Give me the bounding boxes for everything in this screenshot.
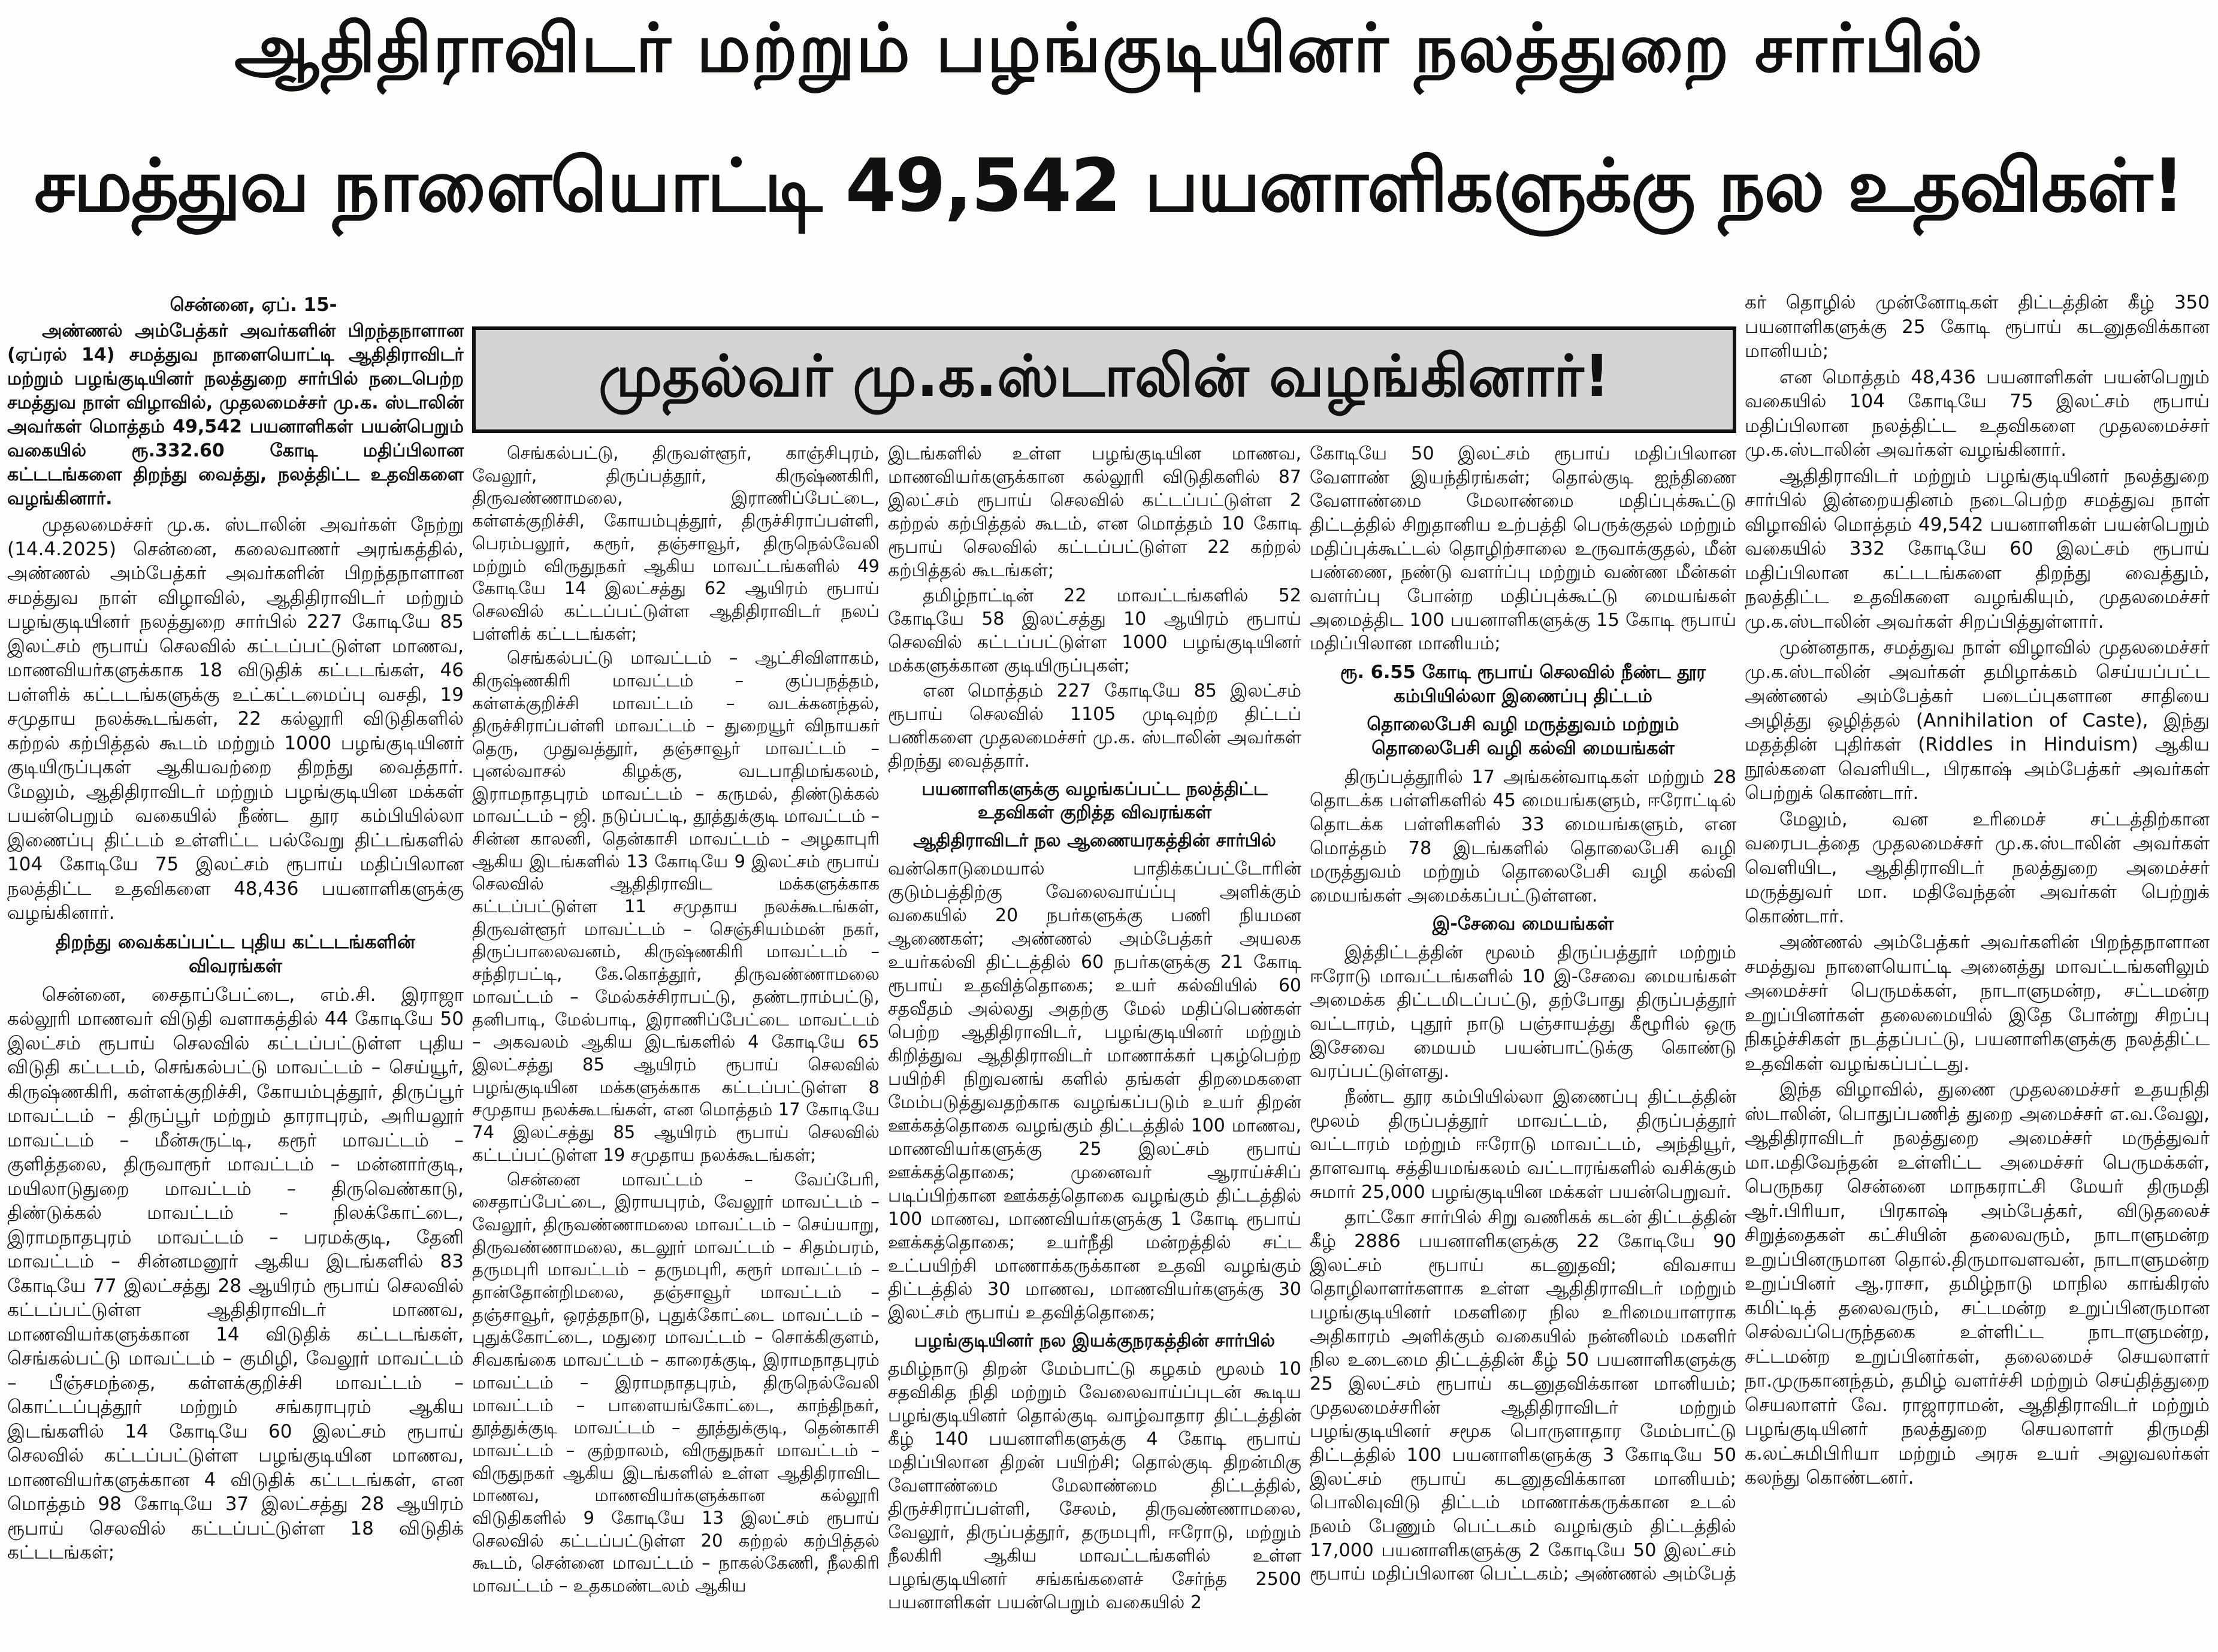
section-heading: பழங்குடியினர் நல இயக்குநரகத்தின் சார்பில் xyxy=(914,1330,1276,1351)
paragraph: வன்கொடுமையால் பாதிக்கப்பட்டோரின் குடும்பத்திற்கு வேலைவாய்ப்பு அளிக்கும் வகையில் 20 நபர்களுக்கு பணி நியமன ஆணைகள்; அண்ணல் அம்பேத்கர் அயலக உயர்கல்வி திட்டத்தில் 60 நபர்களுக்கு 21 கோடி ரூபாய் உதவித்தொகை; உயர் கல்வியில் 60 சதவீதம் அல்லது அதற்கு மேல் மதிப்பெண்கள் பெற்ற ஆதிதிராவிடர், பழங்குடியினர் மற்றும் கிறித்துவ ஆதிதிராவிடர் மாணாக்கர் புகழ்பெற்ற பயிற்சி நிறுவனங் களில் தங்கள் திறமைகளை மேம்படுத்துவதற்காக வழங்கப்படும் உயர் திறன் ஊக்கத்தொகை வழங்கும் திட்டத்தில் 100 மாணவ, மாணவியர்களுக்கு 25 இலட்சம் ரூபாய் ஊக்கத்தொகை; முனைவர் ஆராய்ச்சிப் படிப்பிற்கான ஊக்கத்தொகை வழங்கும் திட்டத்தில் 100 மாணவ, மாணவியர்களுக்கு 1 கோடி ரூபாய் ஊக்கத்தொகை; உயர்நீதி மன்றத்தில் சட்ட உட்பயிற்சி மாணாக்கருக்கான உதவி வழங்கும் திட்டத்தில் 30 மாணவ, மாணவியர்களுக்கு 30 இலட்சம் ரூபாய் உதவித்தொகை; xyxy=(888,858,1301,1323)
section-heading: தொலைபேசி வழி மருத்துவம் மற்றும் தொலைபேசி வழி கல்வி மையங்கள் xyxy=(1367,714,1679,759)
column-2 xyxy=(472,442,880,1650)
lead-paragraph: அண்ணல் அம்பேத்கர் அவர்களின் பிறந்தநாளான (ஏப்ரல் 14) சமத்துவ நாளையொட்டி ஆதிதிராவிடர் மற்றும் பழங்குடியினர் நலத்துறை சார்பில் நடைபெற்ற சமத்துவ நாள் விழாவில், முதலமைச்சர் மு.க. ஸ்டாலின் அவர்கள் மொத்தம் 49,542 பயனாளிகள் பயன்பெறும் வகையில் ரூ.332.60 கோடி மதிப்பிலான கட்டடங்களை திறந்து வைத்து, நலத்திட்ட உதவிகளை வழங்கினார். xyxy=(7,320,464,509)
paragraph: சென்னை மாவட்டம் – வேப்பேரி, சைதாப்பேட்டை, இராயபுரம், வேலூர் மாவட்டம் – வேலூர், திருவண்ணாமலை மாவட்டம் – செய்யாறு, திருவண்ணாமலை, கடலூர் மாவட்டம் – சிதம்பரம், தருமபுரி மாவட்டம் – தருமபுரி, கரூர் மாவட்டம் – தான்தோன்றிமலை, தஞ்சாவூர் மாவட்டம் – தஞ்சாவூர், ஒரத்தநாடு, புதுக்கோட்டை மாவட்டம் – புதுக்கோட்டை, மதுரை மாவட்டம் – சொக்கிகுளம், சிவகங்கை மாவட்டம் – காரைக்குடி, இராமநாதபுரம் மாவட்டம் – இராமநாதபுரம், திருநெல்வேலி மாவட்டம் – பாளையங்கோட்டை, காந்திநகர், தூத்துக்குடி மாவட்டம் – தூத்துக்குடி, தென்காசி மாவட்டம் – குற்றாலம், விருதுநகர் மாவட்டம் – விருதுநகர் ஆகிய இடங்களில் உள்ள ஆதிதிராவிட மாணவ, மாணவியர்களுக்கான கல்லூரி விடுதிகளில் 9 கோடியே 13 இலட்சம் ரூபாய் செலவில் கட்டப்பட்டுள்ள 20 கற்றல் கற்பித்தல் கூடம், சென்னை மாவட்டம் – நாகல்கேணி, நீலகிரி மாவட்டம் – உதகமண்டலம் ஆகிய xyxy=(472,1169,880,1596)
paragraph: இடங்களில் உள்ள பழங்குடியின மாணவ, மாணவியர்களுக்கான கல்லூரி விடுதிகளில் 87 இலட்சம் ரூபாய் செலவில் கட்டப்பட்டுள்ள 2 கற்றல் கற்பித்தல் கூடம், என மொத்தம் 10 கோடி ரூபாய் செலவில் கட்டப்பட்டுள்ள 22 கற்றல் கற்பித்தல் கூடங்கள்; xyxy=(888,443,1301,581)
paragraph: கர் தொழில் முன்னோடிகள் திட்டத்தின் கீழ் 350 பயனாளிகளுக்கு 25 கோடி ரூபாய் கடனுதவிக்கான மானியம்; xyxy=(1745,292,2210,362)
paragraph: சென்னை, சைதாப்பேட்டை, எம்.சி. இராஜா கல்லூரி மாணவர் விடுதி வளாகத்தில் 44 கோடியே 50 இலட்சம் ரூபாய் செலவில் கட்டப்பட்டுள்ள புதிய விடுதி கட்டடம், செங்கல்பட்டு மாவட்டம் – செய்யூர், கிருஷ்ணகிரி, கள்ளக்குறிச்சி, கோயம்புத்தூர், திருப்பூர் மாவட்டம் – திருப்பூர் மற்றும் தாராபுரம், அரியலூர் மாவட்டம் – மீன்சுருட்டி, கரூர் மாவட்டம் – குளித்தலை, திருவாரூர் மாவட்டம் – மன்னார்குடி, மயிலாடுதுறை மாவட்டம் – திருவெண்காடு, திண்டுக்கல் மாவட்டம் – நிலக்கோட்டை, இராமநாதபுரம் மாவட்டம் – பரமக்குடி, தேனி மாவட்டம் – சின்னமனூர் ஆகிய இடங்களில் 83 கோடியே 77 இலட்சத்து 28 ஆயிரம் ரூபாய் செலவில் கட்டப்பட்டுள்ள ஆதிதிராவிடர் மாணவ, மாணவியர்களுக்கான 14 விடுதிக் கட்டடங்கள், செங்கல்பட்டு மாவட்டம் – குமிழி, வேலூர் மாவட்டம் – பீஞ்சமந்தை, கள்ளக்குறிச்சி மாவட்டம் – கொட்டப்புத்தூர் மற்றும் சங்கராபுரம் ஆகிய இடங்களில் 14 கோடியே 60 இலட்சம் ரூபாய் செலவில் கட்டப்பட்டுள்ள பழங்குடியின மாணவ, மாணவியர்களுக்கான 4 விடுதிக் கட்டடங்கள், என மொத்தம் 98 கோடியே 37 இலட்சத்து 28 ஆயிரம் ரூபாய் செலவில் கட்டப்பட்டுள்ள 18 விடுதிக் கட்டடங்கள்; xyxy=(7,984,464,1563)
column-3 xyxy=(888,442,1301,1650)
paragraph: முன்னதாக, சமத்துவ நாள் விழாவில் முதலமைச்சர் மு.க.ஸ்டாலின் அவர்கள் தமிழாக்கம் செய்யப்பட்ட அண்ணல் அம்பேத்கர் படைப்புகளான சாதியை அழித்து ஒழித்தல் (Annihilation of Caste), இந்து மதத்தின் புதிர்கள் (Riddles in Hinduism) ஆகிய நூல்களை வெளியிட, பிரகாஷ் அம்பேத்கர் அவர்கள் பெற்றுக் கொண்டார். xyxy=(1745,637,2210,804)
headline: சமத்துவ நாளையொட்டி 49,542 பயனாளிகளுக்கு நல உதவிகள்! xyxy=(34,143,2184,228)
subhead-box xyxy=(472,326,1736,433)
paragraph: அண்ணல் அம்பேத்கர் அவர்களின் பிறந்தநாளான சமத்துவ நாளையொட்டி அனைத்து மாவட்டங்களிலும் அமைச்சர் பெருமக்கள், நாடாளுமன்ற, சட்டமன்ற உறுப்பினர்கள் தலைமையில் இதே போன்று சிறப்பு நிகழ்ச்சிகள் நடத்தப்பட்டு, பயனாளிகளுக்கு நலத்திட்ட உதவிகள் வழங்கப்பட்டது. xyxy=(1745,931,2210,1075)
paragraph: என மொத்தம் 227 கோடியே 85 இலட்சம் ரூபாய் செலவில் 1105 முடிவுற்ற திட்டப் பணிகளை முதலமைச்சர் மு.க. ஸ்டாலின் அவர்கள் திறந்து வைத்தார். xyxy=(888,680,1301,771)
paragraph: திருப்பத்தூரில் 17 அங்கன்வாடிகள் மற்றும் 28 தொடக்க பள்ளிகளில் 45 மையங்களும், ஈரோட்டில் தொடக்க பள்ளிகளில் 33 மையங்களும், என மொத்தம் 78 இடங்களில் தொலைபேசி வழி மருத்துவம் மற்றும் தொலைபேசி வழி கல்வி மையங்கள் அமைக்கப்பட்டுள்ளன. xyxy=(1310,766,1736,906)
paragraph: தாட்கோ சார்பில் சிறு வணிகக் கடன் திட்டத்தின் கீழ் 2886 பயனாளிகளுக்கு 22 கோடியே 90 இலட்சம் ரூபாய் கடனுதவி; விவசாய தொழிலாளர்களாக உள்ள ஆதிதிராவிடர் மற்றும் பழங்குடியினர் மகளிரை நில உரிமையாளராக அதிகாரம் அளிக்கும் வகையில் நன்னிலம் மகளிர் நில உடைமை திட்டத்தின் கீழ் 50 பயனாளிகளுக்கு 25 இலட்சம் ரூபாய் கடனுதவிக்கான மானியம்; முதலமைச்சரின் ஆதிதிராவிடர் மற்றும் பழங்குடியினர் சமூக பொருளாதார மேம்பாட்டு திட்டத்தில் 100 பயனாளிகளுக்கு 3 கோடியே 50 இலட்சம் ரூபாய் கடனுதவிக்கான மானியம்; பொலிவுவிடு திட்டம் மாணாக்கருக்கான உடல் நலம் பேணும் பெட்டகம் வழங்கும் திட்டத்தில் 17,000 பயனாளிகளுக்கு 2 கோடியே 50 இலட்சம் ரூபாய் மதிப்பிலான பெட்டகம்; அண்ணல் அம்பேத் xyxy=(1310,1207,1736,1585)
section-heading: பயனாளிகளுக்கு வழங்கப்பட்ட நலத்திட்ட உதவிகள் குறித்த விவரங்கள் xyxy=(921,779,1268,823)
paragraph: ஆதிதிராவிடர் மற்றும் பழங்குடியினர் நலத்துறை சார்பில் இன்றையதினம் நடைபெற்ற சமத்துவ நாள் விழாவில் மொத்தம் 49,542 பயனாளிகள் பயன்பெறும் வகையில் 332 கோடியே 60 இலட்சம் ரூபாய் மதிப்பிலான கட்டடங்களை திறந்து வைத்தும், நலத்திட்ட உதவிகளை வழங்கியும், முதலமைச்சர் மு.க.ஸ்டாலின் அவர்கள் சிறப்பித்துள்ளார். xyxy=(1745,465,2210,633)
kicker-title: ஆதிதிராவிடர் மற்றும் பழங்குடியினர் நலத்துறை சார்பில் xyxy=(234,10,1984,87)
paragraph: மேலும், வன உரிமைச் சட்டத்திற்கான வரைபடத்தை முதலமைச்சர் மு.க.ஸ்டாலின் அவர்கள் வெளியிட, ஆதிதிராவிடர் நலத்துறை அமைச்சர் மருத்துவர் மா. மதிவேந்தன் அவர்கள் பெற்றுக் கொண்டார். xyxy=(1745,808,2210,927)
paragraph: தமிழ்நாட்டின் 22 மாவட்டங்களில் 52 கோடியே 58 இலட்சத்து 10 ஆயிரம் ரூபாய் செலவில் கட்டப்பட்டுள்ள 1000 பழங்குடியினர் மக்களுக்கான குடியிருப்புகள்; xyxy=(888,585,1301,676)
paragraph: இத்திட்டத்தின் மூலம் திருப்பத்தூர் மற்றும் ஈரோடு மாவட்டங்களில் 10 இ-சேவை மையங்கள் அமைக்க திட்டமிடப்பட்டு, தற்போது திருப்பத்தூர் வட்டாரம், புதூர் நாடு பஞ்சாயத்து கீழூரில் ஒரு இசேவை மையம் பயன்பாட்டுக்கு கொண்டு வரப்பட்டுள்ளது. xyxy=(1310,942,1736,1082)
dateline: சென்னை, ஏப். 15- xyxy=(170,294,337,316)
section-heading: ஆதிதிராவிடர் நல ஆணையரகத்தின் சார்பில் xyxy=(913,830,1276,851)
column-5 xyxy=(1745,291,2210,1650)
paragraph: செங்கல்பட்டு மாவட்டம் – ஆட்சிவிளாகம், கிருஷ்ணகிரி மாவட்டம் – குப்பநத்தம், கள்ளக்குறிச்சி மாவட்டம் – வடக்கனந்தல், திருச்சிராப்பள்ளி மாவட்டம் – துறையூர் விநாயகர் தெரு, முதுவத்தூர், தஞ்சாவூர் மாவட்டம் – புனல்வாசல் கிழக்கு, வடபாதிமங்கலம், இராமநாதபுரம் மாவட்டம் – கருமல், திண்டுக்கல் மாவட்டம் – ஜி. நடுப்பட்டி, தூத்துக்குடி மாவட்டம் – சின்ன காலனி, தென்காசி மாவட்டம் – அழகாபுரி ஆகிய இடங்களில் 13 கோடியே 9 இலட்சம் ரூபாய் செலவில் ஆதிதிராவிட மக்களுக்காக கட்டப்பட்டுள்ள 11 சமுதாய நலக்கூடங்கள், திருவள்ளூர் மாவட்டம் – செஞ்சியம்மன் நகர், திருப்பாலைவனம், கிருஷ்ணகிரி மாவட்டம் – சந்திரபட்டி, கே.கொத்தூர், திருவண்ணாமலை மாவட்டம் – மேல்கச்சிராபட்டு, தண்டராம்பட்டு, தனிபாடி, மேல்பாடி, இராணிப்பேட்டை மாவட்டம் – அகவலம் ஆகிய இடங்களில் 4 கோடியே 65 இலட்சத்து 85 ஆயிரம் ரூபாய் செலவில் பழங்குடியின மக்களுக்காக கட்டப்பட்டுள்ள 8 சமுதாய நலக்கூடங்கள், என மொத்தம் 17 கோடியே 74 இலட்சத்து 85 ஆயிரம் ரூபாய் செலவில் கட்டப்பட்டுள்ள 19 சமுதாய நலக்கூடங்கள்; xyxy=(472,648,880,1165)
section-heading: இ-சேவை மையங்கள் xyxy=(1432,913,1614,935)
paragraph: இந்த விழாவில், துணை முதலமைச்சர் உதயநிதி ஸ்டாலின், பொதுப்பணித் துறை அமைச்சர் எ.வ.வேலு, ஆதிதிராவிடர் நலத்துறை அமைச்சர் மருத்துவர் மா.மதிவேந்தன் உள்ளிட்ட அமைச்சர் பெருமக்கள், பெருநகர சென்னை மாநகராட்சி மேயர் திருமதி ஆர்.பிரியா, பிரகாஷ் அம்பேத்கர், விடுதலைச் சிறுத்தைகள் கட்சியின் தலைவரும், நாடாளுமன்ற உறுப்பினருமான தொல்.திருமாவளவன், நாடாளுமன்ற உறுப்பினர் ஆ.ராசா, தமிழ்நாடு மாநில காங்கிரஸ் கமிட்டித் தலைவரும், சட்டமன்ற உறுப்பினருமான செல்வப்பெருந்தகை உள்ளிட்ட நாடாளுமன்ற, சட்டமன்ற உறுப்பினர்கள், தலைமைச் செயலாளர் நா.முருகானந்தம், தமிழ் வளர்ச்சி மற்றும் செய்தித்துறை செயலாளர் வே. ராஜாராமன், ஆதிதிராவிடர் மற்றும் பழங்குடியினர் நலத்துறை செயலாளர் திருமதி க.லட்சுமிபிரியா மற்றும் அரசு உயர் அலுவலர்கள் கலந்து கொண்டனர். xyxy=(1745,1079,2210,1488)
paragraph: செங்கல்பட்டு, திருவள்ளூர், காஞ்சிபுரம், வேலூர், திருப்பத்தூர், கிருஷ்ணகிரி, திருவண்ணாமலை, இராணிப்பேட்டை, கள்ளக்குறிச்சி, கோயம்புத்தூர், திருச்சிராப்பள்ளி, பெரம்பலூர், கரூர், தஞ்சாவூர், திருநெல்வேலி மற்றும் விருதுநகர் ஆகிய மாவட்டங்களில் 49 கோடியே 14 இலட்சத்து 62 ஆயிரம் ரூபாய் செலவில் கட்டப்பட்டுள்ள ஆதிதிராவிடர் நலப் பள்ளிக் கட்டடங்கள்; xyxy=(472,443,880,644)
paragraph: நீண்ட தூர கம்பியில்லா இணைப்பு திட்டத்தின் மூலம் திருப்பத்தூர் மாவட்டம், திருப்பத்தூர் வட்டாரம் மற்றும் ஈரோடு மாவட்டம், அந்தியூர், தாளவாடி சத்தியமங்கலம் வட்டாரங்களில் வசிக்கும் சுமார் 25,000 பழங்குடியின மக்கள் பயன்பெறுவர். xyxy=(1310,1087,1736,1203)
paragraph: முதலமைச்சர் மு.க. ஸ்டாலின் அவர்கள் நேற்று (14.4.2025) சென்னை, கலைவாணர் அரங்கத்தில், அண்ணல் அம்பேத்கர் அவர்களின் பிறந்தநாளான சமத்துவ நாள் விழாவில், ஆதிதிராவிடர் மற்றும் பழங்குடியினர் நலத்துறை சார்பில் 227 கோடியே 85 இலட்சம் ரூபாய் செலவில் கட்டப்பட்டுள்ள மாணவ, மாணவியர்களுக்காக 18 விடுதிக் கட்டடங்கள், 46 பள்ளிக் கட்டடங்களுக்கு உட்கட்டமைப்பு வசதி, 19 சமுதாய நலக்கூடங்கள், 22 கல்லூரி விடுதிகளில் கற்றல் கற்பித்தல் கூடம் மற்றும் 1000 பழங்குடியினர் குடியிருப்புகள் ஆகியவற்றை திறந்து வைத்தார். மேலும், ஆதிதிராவிடர் மற்றும் பழங்குடியின மக்கள் பயன்பெறும் வகையில் நீண்ட தூர கம்பியில்லா இணைப்பு திட்டம் உள்ளிட்ட பல்வேறு திட்டங்களில் 104 கோடியே 75 இலட்சம் ரூபாய் மதிப்பிலான நலத்திட்ட உதவிகளை 48,436 பயனாளிகளுக்கு வழங்கினார். xyxy=(7,514,464,924)
section-heading: ரூ. 6.55 கோடி ரூபாய் செலவில் நீண்ட தூர கம்பியில்லா இணைப்பு திட்டம் xyxy=(1340,661,1706,707)
column-1 xyxy=(7,291,464,1650)
column-4 xyxy=(1310,442,1736,1650)
paragraph: தமிழ்நாடு திறன் மேம்பாட்டு கழகம் மூலம் 10 சதவிகித நிதி மற்றும் வேலைவாய்ப்புடன் கூடிய பழங்குடியினர் தொல்குடி வாழ்வாதார திட்டத்தின் கீழ் 140 பயனாளிகளுக்கு 4 கோடி ரூபாய் மதிப்பிலான திறன் பயிற்சி; தொல்குடி திறன்மிகு வேளாண்மை மேலாண்மை திட்டத்தில், திருச்சிராப்பள்ளி, சேலம், திருவண்ணாமலை, வேலூர், திருப்பத்தூர், தருமபுரி, ஈரோடு, மற்றும் நீலகிரி ஆகிய மாவட்டங்களில் உள்ள பழங்குடியினர் சங்கங்களைச் சேர்ந்த 2500 பயனாளிகள் பயன்பெறும் வகையில் 2 xyxy=(888,1358,1301,1613)
paragraph: என மொத்தம் 48,436 பயனாளிகள் பயன்பெறும் வகையில் 104 கோடியே 75 இலட்சம் ரூபாய் மதிப்பிலான நலத்திட்ட உதவிகளை முதலமைச்சர் மு.க.ஸ்டாலின் அவர்கள் வழங்கினார். xyxy=(1745,366,2210,461)
paragraph: கோடியே 50 இலட்சம் ரூபாய் மதிப்பிலான வேளாண் இயந்திரங்கள்; தொல்குடி ஐந்திணை வேளாண்மை மேலாண்மை மதிப்புக்கூட்டு திட்டத்தில் சிறுதானிய உற்பத்தி பெருக்குதல் மற்றும் மதிப்புக்கூட்டல் தொழிற்சாலை உருவாக்குதல், மீன் பண்ணை, நண்டு வளர்ப்பு மற்றும் வண்ண மீன்கள் வளர்ப்பு போன்ற மதிப்புக்கூட்டு மையங்கள் அமைத்திட 100 பயனாளிகளுக்கு 15 கோடி ரூபாய் மதிப்பிலான மானியம்; xyxy=(1310,443,1736,655)
section-heading: திறந்து வைக்கப்பட்ட புதிய கட்டடங்களின் விவரங்கள் xyxy=(55,931,415,977)
subhead: முதல்வர் மு.க.ஸ்டாலின் வழங்கினார்! xyxy=(598,342,1610,410)
